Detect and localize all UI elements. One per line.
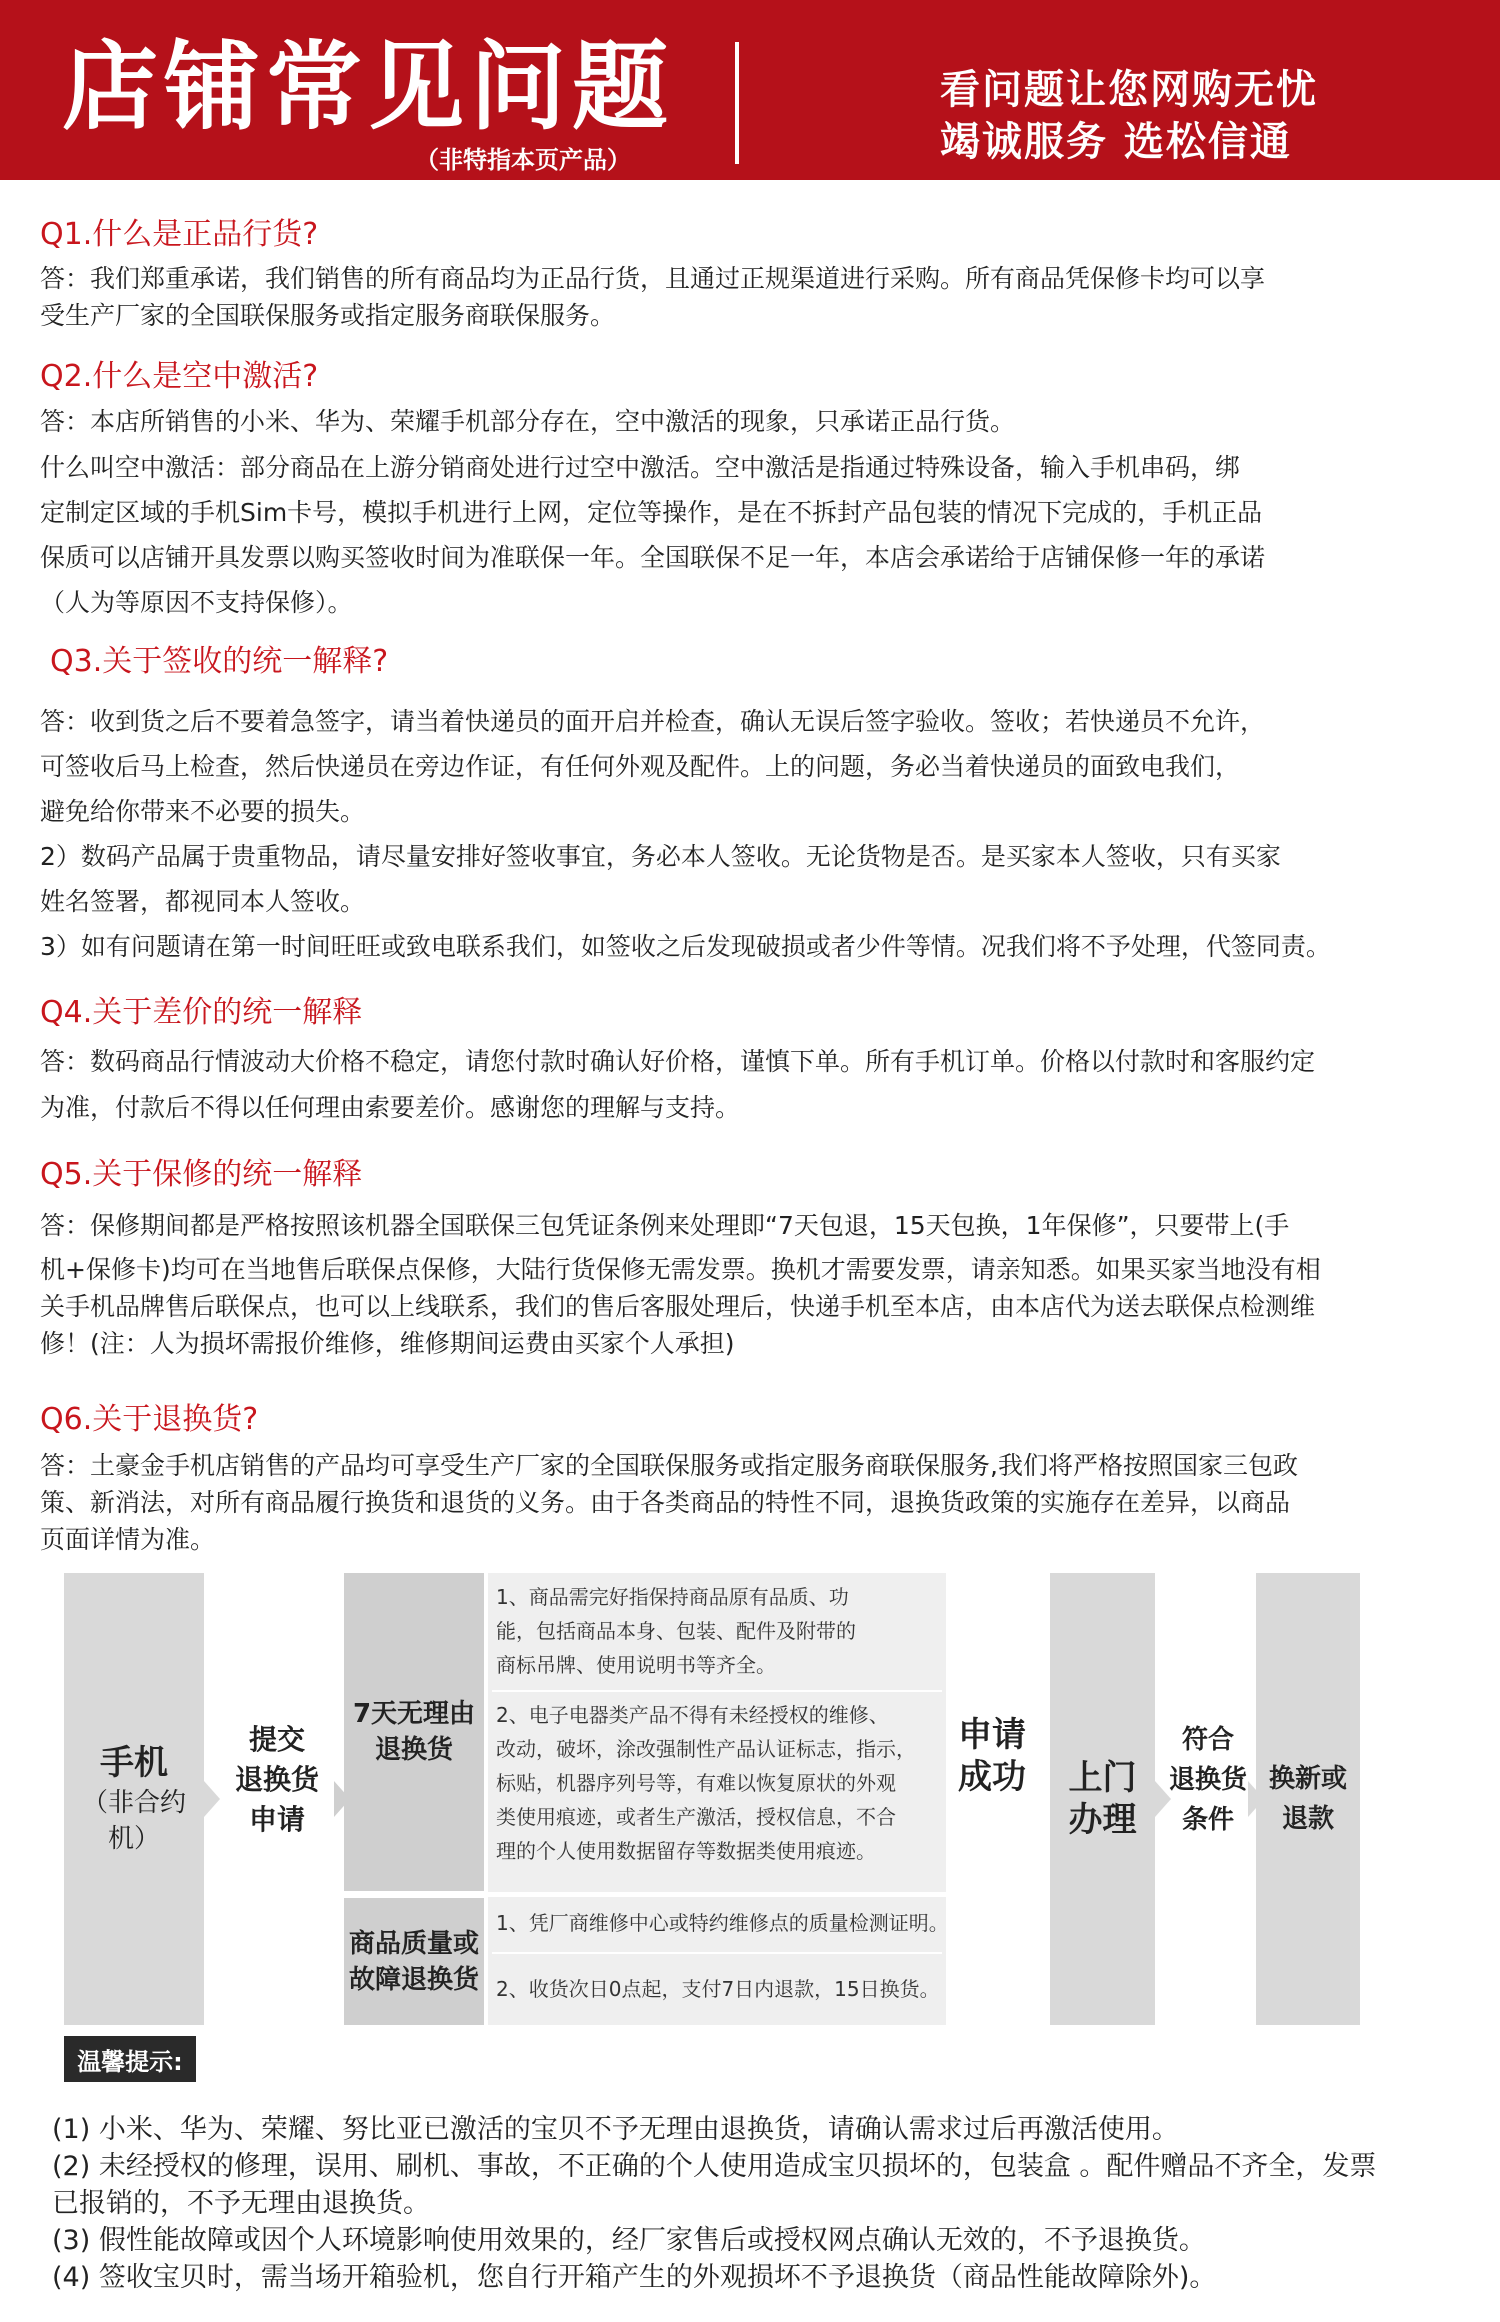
flow-meets-line: 条件 bbox=[1181, 1805, 1234, 1835]
title-note: （非特指本页产品） bbox=[415, 146, 631, 174]
faq-q6-line: 策、新消法，对所有商品履行换货和退货的义务。由于各类商品的特性不同，退换货政策的实施存在差异，以商品 bbox=[40, 1488, 1291, 1517]
flow-phone-sub: （非合约机） bbox=[81, 1788, 186, 1854]
cond-b-line: 改动，破坏，涂改强制性产品认证标志，指示， bbox=[496, 1737, 916, 1761]
faq-q1-title: Q1.什么是正品行货? bbox=[40, 217, 319, 252]
cond-separator bbox=[488, 1892, 946, 1897]
flow-no-reason-line: 退换货 bbox=[374, 1735, 453, 1765]
faq-q3-line: 答：收到货之后不要着急签字，请当着快递员的面开启并检查，确认无误后签字验收。签收；若快递员不允许， bbox=[40, 707, 1266, 736]
faq-q3-line: 可签收后马上检查，然后快递员在旁边作证，有任何外观及配件。上的问题，务必当着快递员的面致电我们， bbox=[40, 752, 1241, 781]
flow-no-reason-line: 7天无理由 bbox=[352, 1699, 476, 1729]
faq-q4-title: Q4.关于差价的统一解释 bbox=[40, 995, 363, 1030]
cond-c-line: 1、凭厂商维修中心或特约维修点的质量检测证明。 bbox=[496, 1911, 949, 1935]
flow-meets-line: 符合 bbox=[1181, 1725, 1234, 1755]
faq-q3-line: 2）数码产品属于贵重物品，请尽量安排好签收事宜，务必本人签收。无论货物是否。是买家本人签收，只有买家 bbox=[40, 842, 1281, 871]
flow-step-quality bbox=[344, 1898, 484, 2025]
flow-quality-line: 商品质量或 bbox=[348, 1928, 479, 1959]
header-banner bbox=[0, 0, 1500, 180]
flow-result-line: 换新或 bbox=[1268, 1764, 1347, 1794]
faq-q3-line: 避免给你带来不必要的损失。 bbox=[40, 797, 366, 826]
faq-q3-line: 3）如有问题请在第一时间旺旺或致电联系我们，如签收之后发现破损或者少件等情。况我们将不予处理，代签同责。 bbox=[40, 932, 1331, 961]
flow-submit-line: 退换货 bbox=[234, 1763, 319, 1796]
faq-q4-line: 为准，付款后不得以任何理由索要差价。感谢您的理解与支持。 bbox=[40, 1093, 741, 1122]
flow-arrow-icon bbox=[204, 1781, 220, 1817]
tip-line: (2) 未经授权的修理，误用、刷机、事故，不正确的个人使用造成宝贝损坏的，包装盒 。配件赠品不齐全，发票 bbox=[52, 2151, 1377, 2182]
flow-phone-title: 手机 bbox=[100, 1743, 168, 1783]
faq-q5-line: 关手机品牌售后联保点，也可以上线联系，我们的售后客服处理后，快递手机至本店，由本店代为送去联保点检测维 bbox=[40, 1292, 1316, 1321]
flow-step-phone bbox=[64, 1573, 204, 2025]
faq-q3-line: 姓名签署，都视同本人签收。 bbox=[40, 887, 366, 916]
cond-d-line: 2、收货次日0点起，支付7日内退款，15日换货。 bbox=[496, 1977, 940, 2001]
tip-line: (1) 小米、华为、荣耀、努比亚已激活的宝贝不予无理由退换货，请确认需求过后再激活使用。 bbox=[52, 2114, 1179, 2145]
faq-q2-line: 定制定区域的手机Sim卡号，模拟手机进行上网，定位等操作，是在不拆封产品包装的情况下完成的，手机正品 bbox=[40, 498, 1263, 527]
cond-b-line: 类使用痕迹，或者生产激活，授权信息，不合 bbox=[496, 1805, 896, 1829]
faq-q1-line: 答：我们郑重承诺，我们销售的所有商品均为正品行货，且通过正规渠道进行采购。所有商品凭保修卡均可以享 bbox=[40, 264, 1266, 293]
slogan-line-1: 看问题让您网购无忧 bbox=[940, 67, 1318, 113]
faq-q6-line: 答：土豪金手机店销售的产品均可享受生产厂家的全国联保服务或指定服务商联保服务,我们将严格按照国家三包政 bbox=[40, 1451, 1298, 1480]
flow-submit-line: 提交 bbox=[248, 1723, 305, 1756]
cond-b-line: 标贴，机器序列号等，有难以恢复原状的外观 bbox=[496, 1771, 896, 1795]
flow-step-visit bbox=[1050, 1573, 1155, 2025]
faq-q2-line: 保质可以店铺开具发票以购买签收时间为准联保一年。全国联保不足一年，本店会承诺给于店铺保修一年的承诺 bbox=[40, 543, 1266, 572]
faq-q4-line: 答：数码商品行情波动大价格不稳定，请您付款时确认好价格，谨慎下单。所有手机订单。价格以付款时和客服约定 bbox=[40, 1047, 1316, 1076]
faq-q5-title: Q5.关于保修的统一解释 bbox=[40, 1157, 363, 1192]
tip-line: 已报销的，不予无理由退换货。 bbox=[52, 2188, 430, 2219]
faq-q5-line: 答：保修期间都是严格按照该机器全国联保三包凭证条例来处理即“7天包退，15天包换，1年保修”，只要带上(手 bbox=[40, 1211, 1290, 1240]
flow-result-line: 退款 bbox=[1281, 1804, 1334, 1834]
cond-separator bbox=[492, 1952, 942, 1954]
faq-q2-title: Q2.什么是空中激活? bbox=[40, 359, 319, 394]
banner-divider bbox=[735, 42, 739, 164]
page-title: 店铺常见问题 bbox=[62, 31, 674, 143]
faq-q6-title: Q6.关于退换货? bbox=[40, 1402, 259, 1437]
flow-step-result bbox=[1256, 1573, 1360, 2025]
flow-visit-line: 上门 bbox=[1068, 1758, 1137, 1798]
tip-line: (4) 签收宝贝时，需当场开箱验机，您自行开箱产生的外观损坏不予退换货（商品性能故障除外)。 bbox=[52, 2262, 1217, 2293]
faq-q2-line: （人为等原因不支持保修）。 bbox=[40, 588, 353, 617]
faq-q1-line: 受生产厂家的全国联保服务或指定服务商联保服务。 bbox=[40, 301, 616, 330]
faq-q6-line: 页面详情为准。 bbox=[40, 1525, 216, 1554]
flow-quality-line: 故障退换货 bbox=[348, 1964, 479, 1995]
cond-a-line: 能，包括商品本身、包装、配件及附带的 bbox=[496, 1619, 856, 1643]
flow-meets-line: 退换货 bbox=[1168, 1765, 1247, 1795]
faq-q5-line: 机+保修卡)均可在当地售后联保点保修，大陆行货保修无需发票。换机才需要发票，请亲知悉。如果买家当地没有相 bbox=[40, 1255, 1321, 1284]
flow-apply-line: 申请 bbox=[958, 1715, 1026, 1755]
cond-separator bbox=[492, 1690, 942, 1692]
faq-q2-line: 什么叫空中激活：部分商品在上游分销商处进行过空中激活。空中激活是指通过特殊设备，输入手机串码，绑 bbox=[40, 453, 1241, 482]
return-flow-diagram bbox=[0, 1560, 1500, 2040]
flow-step-apply-success bbox=[952, 1714, 1032, 1798]
flow-apply-line: 成功 bbox=[958, 1757, 1026, 1797]
cond-b-line: 理的个人使用数据留存等数据类使用痕迹。 bbox=[496, 1839, 876, 1863]
faq-q3-title: Q3.关于签收的统一解释? bbox=[50, 644, 389, 679]
flow-step-no-reason bbox=[344, 1573, 484, 1891]
faq-q5-line: 修！(注：人为损坏需报价维修，维修期间运费由买家个人承担) bbox=[40, 1329, 735, 1358]
faq-q2-line: 答：本店所销售的小米、华为、荣耀手机部分存在，空中激活的现象，只承诺正品行货。 bbox=[40, 407, 1016, 436]
cond-a-line: 1、商品需完好指保持商品原有品质、功 bbox=[496, 1585, 849, 1609]
tip-line: (3) 假性能故障或因个人环境影响使用效果的，经厂家售后或授权网点确认无效的，不予退换货。 bbox=[52, 2225, 1206, 2256]
tips-badge: 温馨提示: bbox=[64, 2036, 196, 2082]
cond-a-line: 商标吊牌、使用说明书等齐全。 bbox=[496, 1653, 776, 1677]
flow-step-meets bbox=[1168, 1720, 1248, 1840]
slogan-line-2: 竭诚服务 选松信通 bbox=[940, 119, 1292, 165]
flow-submit-line: 申请 bbox=[248, 1803, 305, 1836]
flow-step-submit bbox=[222, 1720, 332, 1840]
flow-visit-line: 办理 bbox=[1068, 1800, 1137, 1840]
cond-b-line: 2、电子电器类产品不得有未经授权的维修、 bbox=[496, 1703, 889, 1727]
